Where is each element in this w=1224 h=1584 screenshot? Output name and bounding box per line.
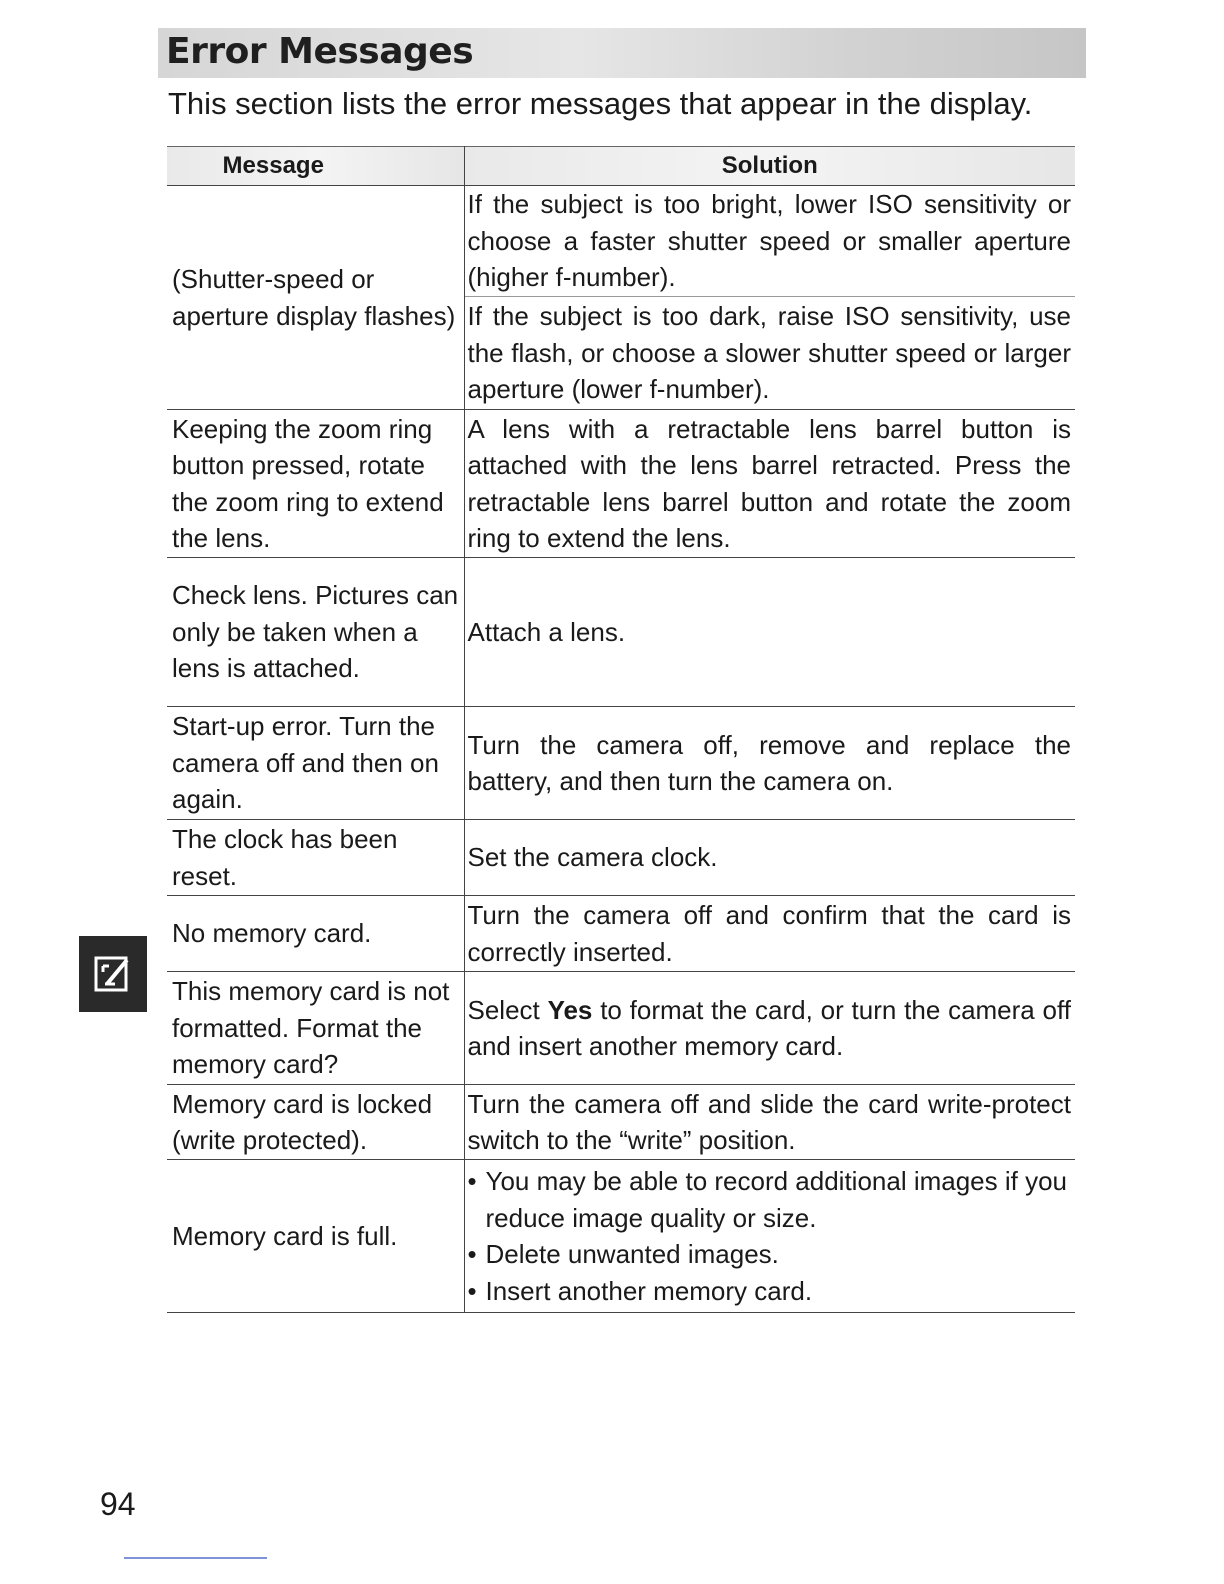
error-note-icon <box>93 954 133 994</box>
solution-cell: Set the camera clock. <box>464 820 1075 896</box>
solution-cell <box>464 972 1075 1085</box>
section-title: Error Messages <box>166 31 474 72</box>
list-item <box>468 1273 1072 1310</box>
message-cell: Check lens. Pictures can only be taken when a lens is attached. <box>167 558 464 707</box>
bullet-dot: • <box>467 1239 477 1269</box>
error-messages-table <box>167 146 1075 1313</box>
page-number: 94 <box>100 1486 136 1522</box>
message-cell: The clock has been reset. <box>167 820 464 896</box>
message-cell: Memory card is full. <box>167 1160 464 1313</box>
table-row <box>167 1160 1075 1313</box>
message-cell: This memory card is not formatted. Format the memory card? <box>167 972 464 1085</box>
footer-rule <box>124 1557 267 1559</box>
table-row <box>167 707 1075 820</box>
header-message: Message <box>167 147 464 186</box>
solution-prefix: Select <box>467 994 540 1025</box>
table-row <box>167 186 1075 297</box>
list-item <box>468 1236 1072 1273</box>
yes-option-label: Yes <box>547 994 593 1025</box>
section-intro: This section lists the error messages that appear in the display. <box>168 86 1033 121</box>
message-cell: Memory card is locked (write protected). <box>167 1085 464 1160</box>
message-cell: No memory card. <box>167 896 464 972</box>
table-row <box>167 558 1075 707</box>
solution-cell <box>464 1160 1075 1313</box>
solution-cell: Turn the camera off, remove and replace the battery, and then turn the camera on. <box>464 707 1075 820</box>
table-row <box>167 410 1075 558</box>
table-row <box>167 820 1075 896</box>
solution-cell: Turn the camera off and slide the card write-protect switch to the “write” position. <box>464 1085 1075 1160</box>
bullet-dot: • <box>467 1166 477 1196</box>
table-row <box>167 972 1075 1085</box>
table-row <box>167 1085 1075 1160</box>
solution-bullet-list <box>468 1163 1072 1309</box>
solution-cell: If the subject is too bright, lower ISO sensitivity or choose a faster shutter speed or smaller aperture (higher f-number). <box>464 186 1075 297</box>
solution-suffix: to format the card, or turn the camera off and insert another memory card. <box>467 994 1071 1061</box>
message-cell: Start-up error. Turn the camera off and then on again. <box>167 707 464 820</box>
solution-cell: Turn the camera off and confirm that the card is correctly inserted. <box>464 896 1075 972</box>
list-item <box>468 1163 1072 1236</box>
message-cell: (Shutter-speed or aperture display flashes) <box>167 186 464 410</box>
solution-cell: If the subject is too dark, raise ISO sensitivity, use the flash, or choose a slower shutter speed or larger aperture (lower f-number). <box>464 297 1075 410</box>
section-heading-bar <box>158 28 1086 78</box>
message-cell: Keeping the zoom ring button pressed, rotate the zoom ring to extend the lens. <box>167 410 464 558</box>
header-solution: Solution <box>464 147 1075 186</box>
bullet-dot: • <box>467 1275 477 1306</box>
bullet-text: You may be able to record additional images if you reduce image quality or size. <box>485 1166 1068 1233</box>
table-row <box>167 896 1075 972</box>
solution-cell: Attach a lens. <box>464 558 1075 707</box>
table-header-row <box>167 147 1075 186</box>
chapter-side-tab <box>79 936 147 1012</box>
bullet-text: Insert another memory card. <box>485 1275 813 1306</box>
solution-cell: A lens with a retractable lens barrel button is attached with the lens barrel retracted. Press the retractable lens barrel button and rotate the zoom ring to extend the lens. <box>464 410 1075 558</box>
bullet-text: Delete unwanted images. <box>485 1239 779 1269</box>
